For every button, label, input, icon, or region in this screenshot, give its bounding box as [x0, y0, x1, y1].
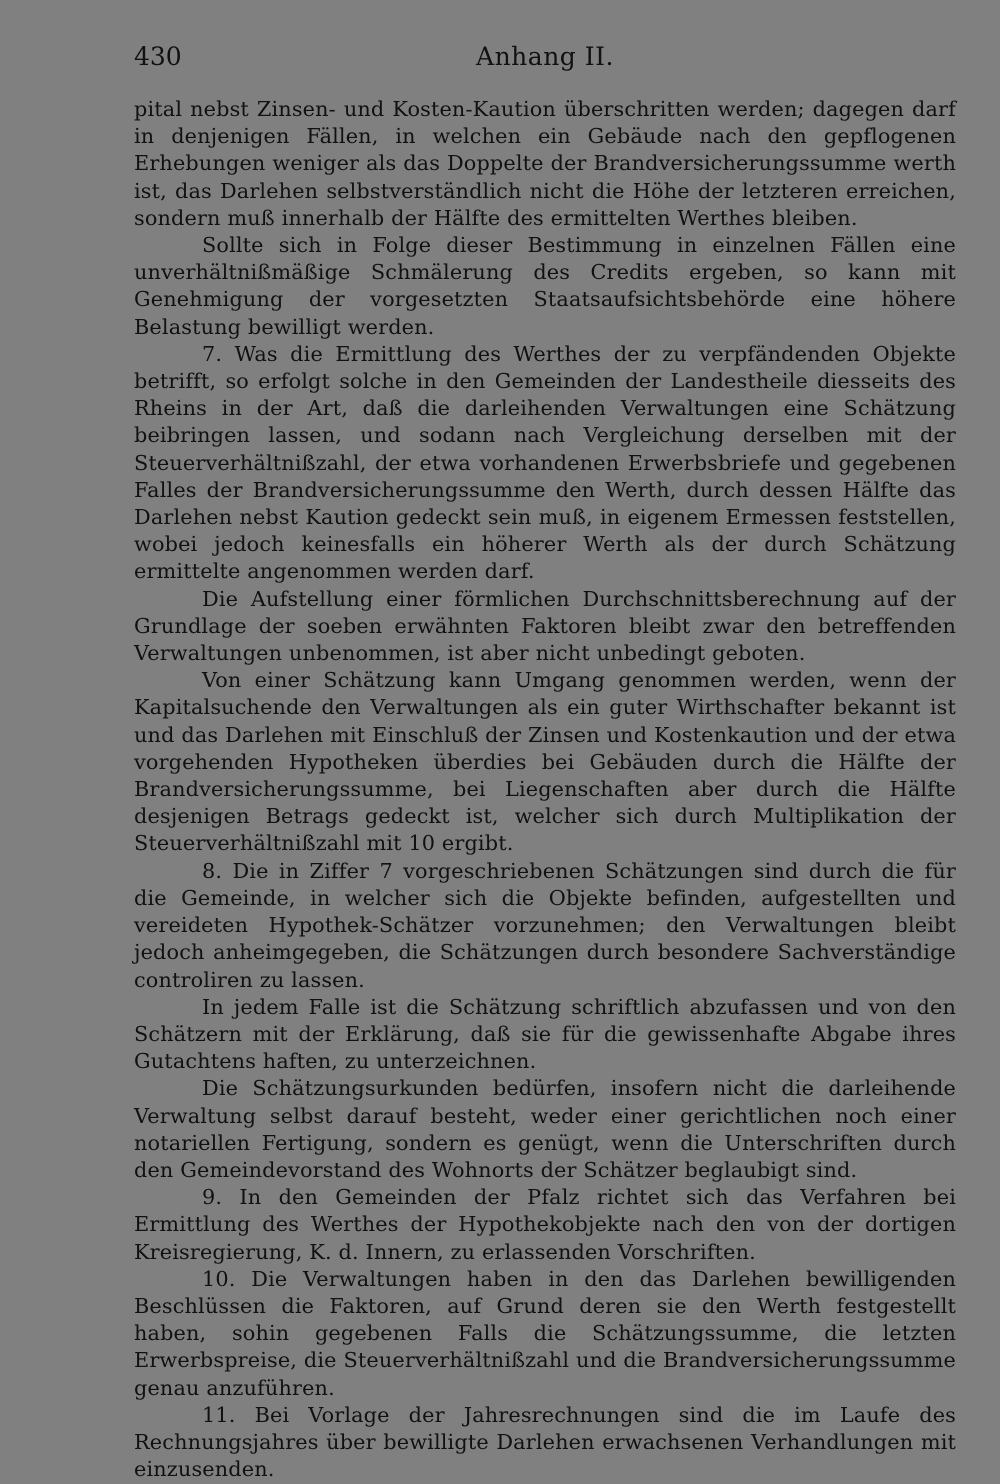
paragraph: pital nebst Zinsen- und Kosten-Kaution überschritten werden; dagegen darf in denjenigen Fällen, in welchen ein Gebäude nach den gepflogenen Erhebungen weniger als das Doppelte der Brandversicherungssumme werth ist, das Darlehen selbstverständlich nicht die Höhe der letzteren erreichen, sondern muß innerhalb der Hälfte des ermittelten Werthes bleiben.: [134, 97, 956, 230]
paragraph-section-7: 7. Was die Ermittlung des Werthes der zu verpfändenden Objekte betrifft, so erfolgt solche in den Gemeinden der Landestheile diesseits des Rheins in der Art, daß die darleihenden Verwaltungen eine Schätzung beibringen lassen, und sodann nach Vergleichung derselben mit der Steuerverhältnißzahl, der etwa vorhandenen Erwerbsbriefe und gegebenen Falles der Brandversicherungssumme den Werth, durch dessen Hälfte das Darlehen nebst Kaution gedeckt sein muß, in eigenem Ermessen feststellen, wobei jedoch keinesfalls ein höherer Werth als der durch Schätzung ermittelte angenommen werden darf.: [134, 341, 956, 584]
page-header: [134, 40, 956, 76]
paragraph: Die Schätzungsurkunden bedürfen, insofern nicht die darleihende Verwaltung selbst darauf besteht, weder einer gerichtlichen noch einer notariellen Fertigung, sondern es genügt, wenn die Unterschriften durch den Gemeindevorstand des Wohnorts der Schätzer beglaubigt sind.: [134, 1076, 956, 1182]
running-head: Anhang II.: [476, 42, 614, 71]
paragraph-section-11: 11. Bei Vorlage der Jahresrechnungen sind die im Laufe des Rechnungsjahres über bewilligte Darlehen erwachsenen Verhandlungen mit einzusenden.: [134, 1402, 956, 1482]
paragraph-section-9: 9. In den Gemeinden der Pfalz richtet sich das Verfahren bei Ermittlung des Werthes der Hypothekobjekte nach den von der dortigen Kreisregierung, K. d. Innern, zu erlassenden Vorschriften.: [134, 1185, 956, 1264]
paragraph-section-8: 8. Die in Ziffer 7 vorgeschriebenen Schätzungen sind durch die für die Gemeinde, in welcher sich die Objekte befinden, aufgestellten und vereideten Hypothek-Schätzer vorzunehmen; den Verwaltungen bleibt jedoch anheimgegeben, die Schätzungen durch besondere Sachverständige controliren zu lassen.: [134, 858, 956, 992]
paragraph: Die Aufstellung einer förmlichen Durchschnittsberechnung auf der Grundlage der soeben erwähnten Faktoren bleibt zwar den betreffenden Verwaltungen unbenommen, ist aber nicht unbedingt geboten.: [134, 586, 956, 666]
page-number: 430: [134, 42, 182, 71]
paragraph: Sollte sich in Folge dieser Bestimmung in einzelnen Fällen eine unverhältnißmäßige Schmälerung des Credits ergeben, so kann mit Genehmigung der vorgesetzten Staatsaufsichtsbehörde eine höhere Belastung bewilligt werden.: [134, 233, 956, 339]
paragraph-section-10: 10. Die Verwaltungen haben in den das Darlehen bewilligenden Beschlüssen die Faktoren, auf Grund deren sie den Werth festgestellt haben, sohin gegebenen Falls die Schätzungssumme, die letzten Erwerbspreise, die Steuerverhältnißzahl und die Brandversicherungssumme genau anzuführen.: [134, 1266, 956, 1400]
paragraph: In jedem Falle ist die Schätzung schriftlich abzufassen und von den Schätzern mit der Erklärung, daß sie für die gewissenhafte Abgabe ihres Gutachtens haften, zu unterzeichnen.: [134, 994, 956, 1074]
body-text: [134, 96, 956, 1482]
paragraph: Von einer Schätzung kann Umgang genommen werden, wenn der Kapitalsuchende den Verwaltungen als ein guter Wirthschafter bekannt ist und das Darlehen mit Einschluß der Zinsen und Kostenkaution und der etwa vorgehenden Hypotheken überdies bei Gebäuden durch die Hälfte der Brandversicherungssumme, bei Liegenschaften aber durch die Hälfte desjenigen Betrags gedeckt ist, welcher sich durch Multiplikation der Steuerverhältnißzahl mit 10 ergibt.: [134, 668, 956, 856]
